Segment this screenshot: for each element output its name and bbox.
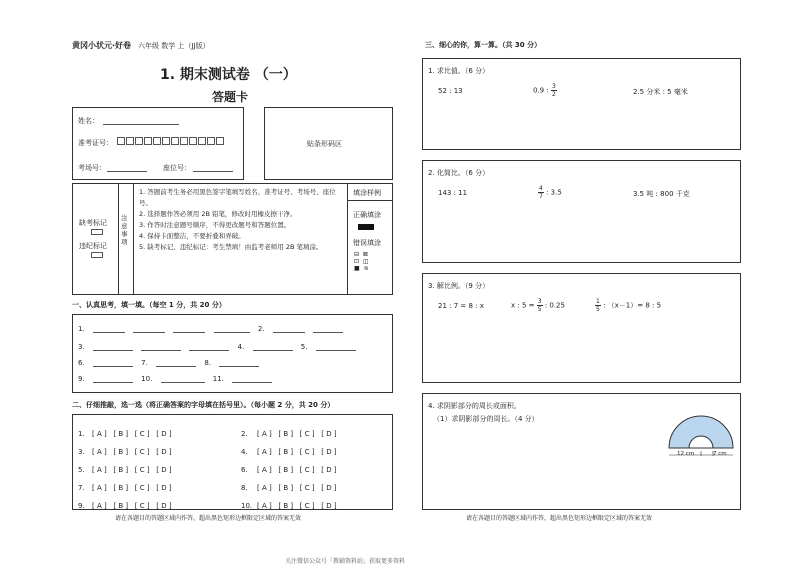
- q1-c: 2.5 分米 : 5 毫米: [633, 88, 688, 96]
- note-item: 1. 答题前考生务必用黑色签字笔填写姓名、准考证号、考场号、座位号。: [139, 188, 336, 207]
- note-item: 3. 作答时注意题号顺序，不得更改题号和答题位置。: [139, 221, 291, 229]
- notes-block: [72, 183, 393, 295]
- wrong-fill-label: 错误填涂: [353, 239, 381, 247]
- choice-row[interactable]: 4. [ A ] [ B ] [ C ] [ D ]: [241, 448, 337, 456]
- note-item: 2. 选择题作答必须用 2B 铅笔，修改时用橡皮擦干净。: [139, 210, 297, 218]
- fill-row-1: 1. 2.: [78, 325, 343, 333]
- exam-no-label: 准考证号：: [78, 139, 113, 147]
- answer-card-subtitle: 答题卡: [212, 90, 249, 104]
- notes-title: 注意事项: [121, 214, 128, 246]
- room-label: 考场号：: [78, 164, 106, 172]
- q2-box: [422, 160, 741, 263]
- choice-row[interactable]: 2. [ A ] [ B ] [ C ] [ D ]: [241, 430, 337, 438]
- label-outer: 12 cm: [677, 451, 695, 457]
- note-item: 4. 保持卡面整洁，不要折叠和弄破。: [139, 232, 245, 240]
- seat-field[interactable]: [193, 171, 233, 172]
- barcode-label: 贴条形码区: [307, 140, 342, 148]
- q1-box: [422, 58, 741, 150]
- choice-row[interactable]: 8. [ A ] [ B ] [ C ] [ D ]: [241, 484, 337, 492]
- student-info-box: [72, 107, 244, 180]
- choice-row[interactable]: 10. [ A ] [ B ] [ C ] [ D ]: [241, 502, 337, 510]
- fill-row-3: 6. 7. 8.: [78, 359, 259, 367]
- section3-title: 三、细心的你，算一算。（共 30 分）: [425, 41, 542, 49]
- absent-mark-box[interactable]: [91, 229, 103, 235]
- q3-title: 3. 解比例。（9 分）: [428, 282, 490, 290]
- section1-box: [72, 314, 393, 393]
- notes-list: [139, 187, 344, 253]
- brand-logo: 黄冈小状元·好卷: [72, 41, 132, 50]
- correct-fill-label: 正确填涂: [353, 211, 381, 219]
- section2-box: [72, 414, 393, 510]
- violation-mark-label: 违纪标记: [79, 242, 107, 250]
- note-item: 5. 缺考标记、违纪标记：考生禁填！由监考老师用 2B 笔填涂。: [139, 243, 323, 251]
- choice-row[interactable]: 9. [ A ] [ B ] [ C ] [ D ]: [78, 502, 172, 510]
- violation-mark-box[interactable]: [91, 252, 103, 258]
- section2-title: 二、仔细推敲，选一选（将正确答案的字母填在括号里）。（每小题 2 分，共 20 分）: [72, 401, 335, 409]
- choice-row[interactable]: 3. [ A ] [ B ] [ C ] [ D ]: [78, 448, 172, 456]
- label-inner: 7 cm: [713, 451, 727, 457]
- choice-row[interactable]: 5. [ A ] [ B ] [ C ] [ D ]: [78, 466, 172, 474]
- q1-title: 1. 求比值。（6 分）: [428, 67, 490, 75]
- q1-b: 0.9 : $\frac{3}{2}$: [533, 83, 556, 98]
- q3-a: 21 : 7 = 8 : x: [438, 302, 484, 310]
- correct-fill-sample: [358, 224, 374, 230]
- seat-label: 座位号：: [163, 164, 191, 172]
- name-field[interactable]: [103, 124, 179, 125]
- q4-title: 4. 求阴影部分的周长或面积。: [428, 402, 521, 410]
- left-footer-warning: 请在各题目的答题区域内作答，超出黑色矩形边框限定区域的答案无效: [115, 515, 302, 522]
- shaded-semiring-figure: [663, 404, 739, 464]
- q3-c: $\frac{1}{5}$ : （x－1）= 8 : 5: [596, 298, 662, 313]
- section1-title: 一、认真思考，填一填。（每空 1 分，共 20 分）: [72, 301, 226, 309]
- grade-subject: 六年级 数学 上（JJ版）: [138, 42, 210, 50]
- choice-row[interactable]: 1. [ A ] [ B ] [ C ] [ D ]: [78, 430, 172, 438]
- choice-column-right: [241, 425, 337, 515]
- q3-box: [422, 273, 741, 383]
- q2-b: $\frac{4}{7}$ : 3.5: [539, 185, 562, 200]
- fill-row-2: 3. 4. 5.: [78, 343, 356, 351]
- choice-column-left: [78, 425, 172, 515]
- fill-row-4: 9. 10. 11.: [78, 375, 272, 383]
- wrong-fill-samples: ⊟ ⊠ ⊡ ◫ ■ ≋: [354, 251, 370, 272]
- room-field[interactable]: [107, 171, 147, 172]
- q2-title: 2. 化简比。（6 分）: [428, 169, 490, 177]
- q3-b: x : 5 = $\frac{3}{5}$ : 0.25: [511, 298, 565, 313]
- barcode-area: [264, 107, 393, 180]
- absent-mark-label: 缺考标记: [79, 219, 107, 227]
- choice-row[interactable]: 7. [ A ] [ B ] [ C ] [ D ]: [78, 484, 172, 492]
- q4-box: [422, 393, 741, 510]
- q2-c: 3.5 吨 : 800 千克: [633, 190, 690, 198]
- q2-a: 143 : 11: [438, 189, 468, 197]
- right-footer-warning: 请在各题目的答题区域内作答，超出黑色矩形边框限定区域的答案无效: [466, 515, 653, 522]
- exam-title: 1. 期末测试卷 （一）: [160, 67, 297, 83]
- page-footer: 关注微信公众号「教辅资料站」获取更多资料: [285, 558, 406, 565]
- fill-example-title: 填涂样例: [353, 189, 381, 197]
- choice-row[interactable]: 6. [ A ] [ B ] [ C ] [ D ]: [241, 466, 337, 474]
- exam-no-boxes[interactable]: [117, 137, 225, 145]
- name-label: 姓名：: [78, 117, 99, 125]
- q4-sub: （1）求阴影部分的周长。（4 分）: [433, 415, 539, 423]
- q1-a: 52 : 13: [438, 87, 463, 95]
